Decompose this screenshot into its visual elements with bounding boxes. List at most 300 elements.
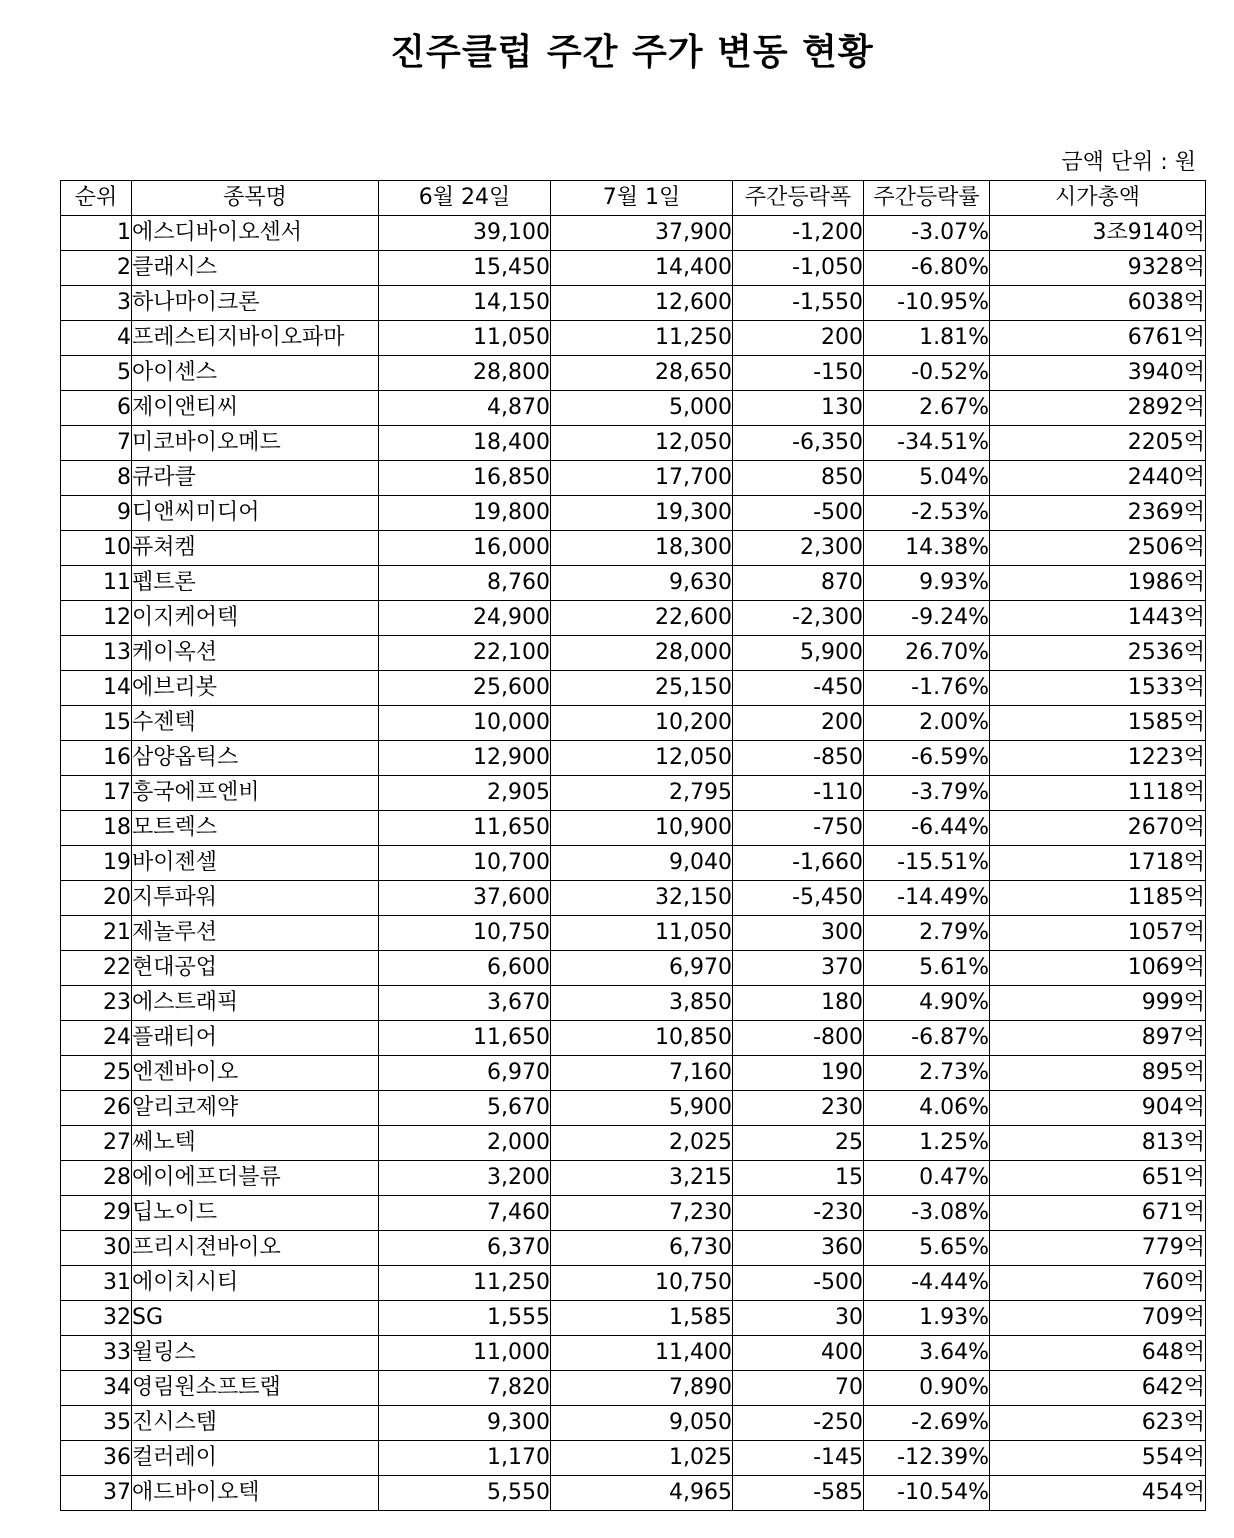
cell-weekly-rate: -4.44%: [864, 1266, 990, 1301]
cell-stock-name: 바이젠셀: [132, 846, 379, 881]
cell-market-cap: 1069억: [990, 951, 1206, 986]
cell-weekly-change: -500: [733, 1266, 864, 1301]
cell-market-cap: 813억: [990, 1126, 1206, 1161]
cell-market-cap: 454억: [990, 1476, 1206, 1511]
cell-price-jul1: 7,160: [551, 1056, 733, 1091]
cell-price-jun24: 18,400: [379, 426, 551, 461]
cell-market-cap: 897억: [990, 1021, 1206, 1056]
cell-rank: 15: [61, 706, 132, 741]
cell-market-cap: 904억: [990, 1091, 1206, 1126]
cell-weekly-change: 200: [733, 321, 864, 356]
cell-weekly-change: -5,450: [733, 881, 864, 916]
cell-price-jul1: 7,890: [551, 1371, 733, 1406]
table-row: [61, 1091, 1206, 1126]
cell-rank: 33: [61, 1336, 132, 1371]
cell-weekly-rate: -34.51%: [864, 426, 990, 461]
cell-stock-name: 플래티어: [132, 1021, 379, 1056]
cell-weekly-rate: -12.39%: [864, 1441, 990, 1476]
cell-weekly-change: 850: [733, 461, 864, 496]
cell-price-jun24: 7,820: [379, 1371, 551, 1406]
cell-rank: 9: [61, 496, 132, 531]
col-header-name: 종목명: [132, 181, 379, 216]
cell-price-jun24: 16,850: [379, 461, 551, 496]
table-row: [61, 1266, 1206, 1301]
cell-weekly-rate: 2.79%: [864, 916, 990, 951]
cell-rank: 14: [61, 671, 132, 706]
cell-rank: 19: [61, 846, 132, 881]
cell-market-cap: 1986억: [990, 566, 1206, 601]
cell-stock-name: 클래시스: [132, 251, 379, 286]
cell-stock-name: 케이옥션: [132, 636, 379, 671]
table-row: [61, 286, 1206, 321]
cell-weekly-rate: -3.08%: [864, 1196, 990, 1231]
cell-rank: 20: [61, 881, 132, 916]
cell-rank: 31: [61, 1266, 132, 1301]
cell-price-jun24: 6,970: [379, 1056, 551, 1091]
cell-price-jun24: 7,460: [379, 1196, 551, 1231]
cell-price-jun24: 3,200: [379, 1161, 551, 1196]
cell-stock-name: 펩트론: [132, 566, 379, 601]
table-row: [61, 916, 1206, 951]
cell-market-cap: 2670억: [990, 811, 1206, 846]
cell-price-jun24: 6,370: [379, 1231, 551, 1266]
cell-market-cap: 2369억: [990, 496, 1206, 531]
cell-price-jun24: 2,905: [379, 776, 551, 811]
cell-rank: 6: [61, 391, 132, 426]
cell-price-jun24: 14,150: [379, 286, 551, 321]
cell-weekly-change: 870: [733, 566, 864, 601]
cell-stock-name: 에이에프더블류: [132, 1161, 379, 1196]
cell-weekly-change: 230: [733, 1091, 864, 1126]
table-row: [61, 216, 1206, 251]
cell-price-jun24: 4,870: [379, 391, 551, 426]
cell-stock-name: 알리코제약: [132, 1091, 379, 1126]
cell-market-cap: 1118억: [990, 776, 1206, 811]
cell-stock-name: 이지케어텍: [132, 601, 379, 636]
cell-weekly-rate: -2.53%: [864, 496, 990, 531]
cell-price-jul1: 11,050: [551, 916, 733, 951]
cell-price-jun24: 6,600: [379, 951, 551, 986]
cell-weekly-change: -6,350: [733, 426, 864, 461]
cell-price-jun24: 12,900: [379, 741, 551, 776]
cell-price-jul1: 10,850: [551, 1021, 733, 1056]
cell-rank: 37: [61, 1476, 132, 1511]
cell-weekly-change: 15: [733, 1161, 864, 1196]
cell-price-jun24: 37,600: [379, 881, 551, 916]
cell-stock-name: 제이앤티씨: [132, 391, 379, 426]
cell-price-jul1: 12,050: [551, 426, 733, 461]
cell-weekly-change: -1,550: [733, 286, 864, 321]
cell-market-cap: 895억: [990, 1056, 1206, 1091]
table-row: [61, 566, 1206, 601]
cell-rank: 5: [61, 356, 132, 391]
cell-price-jul1: 9,040: [551, 846, 733, 881]
cell-weekly-rate: -3.07%: [864, 216, 990, 251]
cell-market-cap: 2506억: [990, 531, 1206, 566]
cell-stock-name: 프레스티지바이오파마: [132, 321, 379, 356]
cell-price-jul1: 6,970: [551, 951, 733, 986]
cell-stock-name: SG: [132, 1301, 379, 1336]
stock-table: [60, 180, 1206, 1511]
cell-weekly-rate: -0.52%: [864, 356, 990, 391]
cell-rank: 11: [61, 566, 132, 601]
cell-weekly-rate: -6.59%: [864, 741, 990, 776]
cell-weekly-change: -500: [733, 496, 864, 531]
cell-market-cap: 760억: [990, 1266, 1206, 1301]
cell-weekly-rate: 1.93%: [864, 1301, 990, 1336]
cell-weekly-change: -450: [733, 671, 864, 706]
cell-stock-name: 제놀루션: [132, 916, 379, 951]
cell-market-cap: 648억: [990, 1336, 1206, 1371]
table-row: [61, 811, 1206, 846]
cell-rank: 17: [61, 776, 132, 811]
cell-weekly-rate: 5.61%: [864, 951, 990, 986]
cell-stock-name: 삼양옵틱스: [132, 741, 379, 776]
cell-price-jun24: 24,900: [379, 601, 551, 636]
cell-price-jul1: 4,965: [551, 1476, 733, 1511]
cell-weekly-change: -585: [733, 1476, 864, 1511]
table-row: [61, 1056, 1206, 1091]
cell-market-cap: 642억: [990, 1371, 1206, 1406]
cell-stock-name: 에브리봇: [132, 671, 379, 706]
cell-rank: 36: [61, 1441, 132, 1476]
cell-weekly-change: 360: [733, 1231, 864, 1266]
page-title: 진주클럽 주간 주가 변동 현황: [390, 32, 874, 73]
cell-stock-name: 디앤씨미디어: [132, 496, 379, 531]
cell-weekly-change: -850: [733, 741, 864, 776]
cell-price-jun24: 1,555: [379, 1301, 551, 1336]
cell-price-jul1: 9,630: [551, 566, 733, 601]
table-row: [61, 986, 1206, 1021]
cell-weekly-rate: 9.93%: [864, 566, 990, 601]
table-row: [61, 706, 1206, 741]
cell-price-jun24: 9,300: [379, 1406, 551, 1441]
table-row: [61, 1406, 1206, 1441]
cell-weekly-rate: 0.47%: [864, 1161, 990, 1196]
cell-stock-name: 흥국에프엔비: [132, 776, 379, 811]
table-row: [61, 496, 1206, 531]
cell-stock-name: 아이센스: [132, 356, 379, 391]
table-row: [61, 776, 1206, 811]
cell-rank: 21: [61, 916, 132, 951]
cell-price-jul1: 9,050: [551, 1406, 733, 1441]
cell-market-cap: 651억: [990, 1161, 1206, 1196]
cell-weekly-rate: 14.38%: [864, 531, 990, 566]
cell-stock-name: 쎄노텍: [132, 1126, 379, 1161]
cell-price-jun24: 1,170: [379, 1441, 551, 1476]
cell-market-cap: 3940억: [990, 356, 1206, 391]
cell-stock-name: 에스디바이오센서: [132, 216, 379, 251]
table-row: [61, 1161, 1206, 1196]
table-row: [61, 1021, 1206, 1056]
table-row: [61, 531, 1206, 566]
cell-weekly-change: -250: [733, 1406, 864, 1441]
table-row: [61, 1301, 1206, 1336]
table-row: [61, 461, 1206, 496]
cell-weekly-change: -2,300: [733, 601, 864, 636]
cell-stock-name: 윌링스: [132, 1336, 379, 1371]
cell-weekly-change: 400: [733, 1336, 864, 1371]
cell-market-cap: 779억: [990, 1231, 1206, 1266]
cell-price-jul1: 28,000: [551, 636, 733, 671]
table-row: [61, 1476, 1206, 1511]
table-row: [61, 1441, 1206, 1476]
cell-price-jul1: 3,850: [551, 986, 733, 1021]
col-header-jul1: 7월 1일: [551, 181, 733, 216]
cell-price-jul1: 14,400: [551, 251, 733, 286]
cell-stock-name: 모트렉스: [132, 811, 379, 846]
cell-price-jul1: 1,585: [551, 1301, 733, 1336]
cell-weekly-rate: 1.81%: [864, 321, 990, 356]
cell-rank: 16: [61, 741, 132, 776]
cell-market-cap: 1533억: [990, 671, 1206, 706]
cell-weekly-change: -110: [733, 776, 864, 811]
cell-weekly-change: 2,300: [733, 531, 864, 566]
cell-stock-name: 하나마이크론: [132, 286, 379, 321]
cell-weekly-rate: -2.69%: [864, 1406, 990, 1441]
cell-market-cap: 1718억: [990, 846, 1206, 881]
cell-weekly-change: -1,200: [733, 216, 864, 251]
col-header-market-cap: 시가총액: [990, 181, 1206, 216]
cell-stock-name: 에이치시티: [132, 1266, 379, 1301]
cell-price-jul1: 25,150: [551, 671, 733, 706]
cell-rank: 26: [61, 1091, 132, 1126]
cell-weekly-rate: 2.67%: [864, 391, 990, 426]
cell-weekly-rate: 5.65%: [864, 1231, 990, 1266]
cell-weekly-change: 130: [733, 391, 864, 426]
cell-stock-name: 애드바이오텍: [132, 1476, 379, 1511]
cell-stock-name: 프리시젼바이오: [132, 1231, 379, 1266]
table-row: [61, 391, 1206, 426]
table-body: [61, 216, 1206, 1511]
cell-price-jul1: 12,050: [551, 741, 733, 776]
cell-rank: 4: [61, 321, 132, 356]
cell-market-cap: 6038억: [990, 286, 1206, 321]
cell-price-jul1: 1,025: [551, 1441, 733, 1476]
cell-market-cap: 2892억: [990, 391, 1206, 426]
cell-weekly-rate: -6.87%: [864, 1021, 990, 1056]
cell-rank: 22: [61, 951, 132, 986]
cell-market-cap: 6761억: [990, 321, 1206, 356]
table-row: [61, 251, 1206, 286]
cell-weekly-rate: -6.80%: [864, 251, 990, 286]
table-row: [61, 1371, 1206, 1406]
cell-rank: 32: [61, 1301, 132, 1336]
table-row: [61, 1126, 1206, 1161]
cell-stock-name: 지투파워: [132, 881, 379, 916]
cell-price-jul1: 2,025: [551, 1126, 733, 1161]
cell-weekly-rate: 2.00%: [864, 706, 990, 741]
table-row: [61, 741, 1206, 776]
cell-stock-name: 수젠텍: [132, 706, 379, 741]
cell-price-jul1: 11,250: [551, 321, 733, 356]
cell-weekly-change: 190: [733, 1056, 864, 1091]
cell-stock-name: 에스트래픽: [132, 986, 379, 1021]
cell-weekly-change: 30: [733, 1301, 864, 1336]
cell-rank: 23: [61, 986, 132, 1021]
cell-stock-name: 영림원소프트랩: [132, 1371, 379, 1406]
cell-price-jul1: 32,150: [551, 881, 733, 916]
cell-market-cap: 1585억: [990, 706, 1206, 741]
cell-weekly-change: 5,900: [733, 636, 864, 671]
cell-rank: 18: [61, 811, 132, 846]
cell-price-jul1: 28,650: [551, 356, 733, 391]
cell-rank: 2: [61, 251, 132, 286]
cell-rank: 8: [61, 461, 132, 496]
cell-weekly-rate: 4.06%: [864, 1091, 990, 1126]
cell-rank: 12: [61, 601, 132, 636]
cell-price-jul1: 2,795: [551, 776, 733, 811]
cell-weekly-rate: 26.70%: [864, 636, 990, 671]
cell-stock-name: 딥노이드: [132, 1196, 379, 1231]
cell-price-jun24: 2,000: [379, 1126, 551, 1161]
cell-rank: 28: [61, 1161, 132, 1196]
cell-rank: 34: [61, 1371, 132, 1406]
cell-weekly-rate: 2.73%: [864, 1056, 990, 1091]
cell-price-jul1: 3,215: [551, 1161, 733, 1196]
cell-price-jul1: 5,900: [551, 1091, 733, 1126]
cell-market-cap: 1223억: [990, 741, 1206, 776]
cell-stock-name: 큐라클: [132, 461, 379, 496]
cell-weekly-rate: -1.76%: [864, 671, 990, 706]
cell-stock-name: 컬러레이: [132, 1441, 379, 1476]
cell-price-jul1: 37,900: [551, 216, 733, 251]
col-header-rank: 순위: [61, 181, 132, 216]
cell-price-jul1: 22,600: [551, 601, 733, 636]
cell-weekly-change: -150: [733, 356, 864, 391]
cell-weekly-rate: -3.79%: [864, 776, 990, 811]
col-header-weekly-change: 주간등락폭: [733, 181, 864, 216]
cell-weekly-rate: -10.95%: [864, 286, 990, 321]
table-row: [61, 671, 1206, 706]
cell-price-jun24: 11,000: [379, 1336, 551, 1371]
cell-price-jun24: 28,800: [379, 356, 551, 391]
cell-price-jun24: 11,050: [379, 321, 551, 356]
cell-price-jul1: 5,000: [551, 391, 733, 426]
cell-price-jul1: 10,900: [551, 811, 733, 846]
cell-weekly-change: -1,050: [733, 251, 864, 286]
cell-market-cap: 2536억: [990, 636, 1206, 671]
table-row: [61, 321, 1206, 356]
cell-weekly-change: -750: [733, 811, 864, 846]
cell-market-cap: 999억: [990, 986, 1206, 1021]
cell-weekly-change: 70: [733, 1371, 864, 1406]
cell-rank: 13: [61, 636, 132, 671]
cell-weekly-rate: 1.25%: [864, 1126, 990, 1161]
cell-market-cap: 9328억: [990, 251, 1206, 286]
cell-weekly-change: 300: [733, 916, 864, 951]
cell-weekly-rate: -14.49%: [864, 881, 990, 916]
cell-price-jun24: 3,670: [379, 986, 551, 1021]
table-row: [61, 356, 1206, 391]
cell-price-jun24: 11,650: [379, 1021, 551, 1056]
cell-weekly-rate: -10.54%: [864, 1476, 990, 1511]
cell-weekly-change: -230: [733, 1196, 864, 1231]
cell-weekly-rate: -6.44%: [864, 811, 990, 846]
cell-rank: 25: [61, 1056, 132, 1091]
cell-price-jun24: 8,760: [379, 566, 551, 601]
col-header-weekly-rate: 주간등락률: [864, 181, 990, 216]
cell-weekly-change: -1,660: [733, 846, 864, 881]
cell-weekly-change: -145: [733, 1441, 864, 1476]
cell-price-jun24: 25,600: [379, 671, 551, 706]
cell-market-cap: 2440억: [990, 461, 1206, 496]
cell-price-jun24: 10,700: [379, 846, 551, 881]
cell-rank: 7: [61, 426, 132, 461]
table-row: [61, 881, 1206, 916]
header-row: [61, 181, 1206, 216]
cell-weekly-rate: 4.90%: [864, 986, 990, 1021]
cell-price-jul1: 18,300: [551, 531, 733, 566]
cell-price-jul1: 19,300: [551, 496, 733, 531]
table-row: [61, 1336, 1206, 1371]
cell-market-cap: 1185억: [990, 881, 1206, 916]
cell-price-jun24: 19,800: [379, 496, 551, 531]
cell-market-cap: 671억: [990, 1196, 1206, 1231]
cell-weekly-rate: 5.04%: [864, 461, 990, 496]
cell-stock-name: 퓨쳐켐: [132, 531, 379, 566]
cell-market-cap: 554억: [990, 1441, 1206, 1476]
cell-price-jun24: 11,250: [379, 1266, 551, 1301]
cell-rank: 3: [61, 286, 132, 321]
cell-price-jun24: 5,670: [379, 1091, 551, 1126]
table-row: [61, 1231, 1206, 1266]
cell-rank: 35: [61, 1406, 132, 1441]
cell-price-jul1: 10,750: [551, 1266, 733, 1301]
table-row: [61, 636, 1206, 671]
cell-market-cap: 3조9140억: [990, 216, 1206, 251]
table-row: [61, 426, 1206, 461]
cell-price-jul1: 12,600: [551, 286, 733, 321]
col-header-jun24: 6월 24일: [379, 181, 551, 216]
table-row: [61, 601, 1206, 636]
cell-weekly-change: 25: [733, 1126, 864, 1161]
cell-rank: 10: [61, 531, 132, 566]
cell-price-jul1: 17,700: [551, 461, 733, 496]
cell-stock-name: 엔젠바이오: [132, 1056, 379, 1091]
cell-stock-name: 현대공업: [132, 951, 379, 986]
cell-rank: 30: [61, 1231, 132, 1266]
cell-price-jun24: 16,000: [379, 531, 551, 566]
cell-weekly-change: 200: [733, 706, 864, 741]
cell-market-cap: 709억: [990, 1301, 1206, 1336]
cell-price-jun24: 39,100: [379, 216, 551, 251]
cell-rank: 1: [61, 216, 132, 251]
cell-weekly-rate: 0.90%: [864, 1371, 990, 1406]
cell-stock-name: 미코바이오메드: [132, 426, 379, 461]
table-row: [61, 846, 1206, 881]
cell-price-jun24: 10,750: [379, 916, 551, 951]
cell-price-jul1: 6,730: [551, 1231, 733, 1266]
cell-price-jun24: 5,550: [379, 1476, 551, 1511]
unit-note: 금액 단위 : 원: [1061, 150, 1196, 175]
cell-price-jun24: 22,100: [379, 636, 551, 671]
cell-price-jul1: 7,230: [551, 1196, 733, 1231]
cell-rank: 24: [61, 1021, 132, 1056]
cell-rank: 27: [61, 1126, 132, 1161]
cell-price-jul1: 10,200: [551, 706, 733, 741]
cell-price-jun24: 15,450: [379, 251, 551, 286]
cell-weekly-rate: 3.64%: [864, 1336, 990, 1371]
cell-price-jun24: 10,000: [379, 706, 551, 741]
cell-market-cap: 1057억: [990, 916, 1206, 951]
cell-weekly-change: 180: [733, 986, 864, 1021]
cell-market-cap: 1443억: [990, 601, 1206, 636]
cell-price-jun24: 11,650: [379, 811, 551, 846]
table-row: [61, 1196, 1206, 1231]
cell-weekly-rate: -9.24%: [864, 601, 990, 636]
cell-weekly-change: -800: [733, 1021, 864, 1056]
